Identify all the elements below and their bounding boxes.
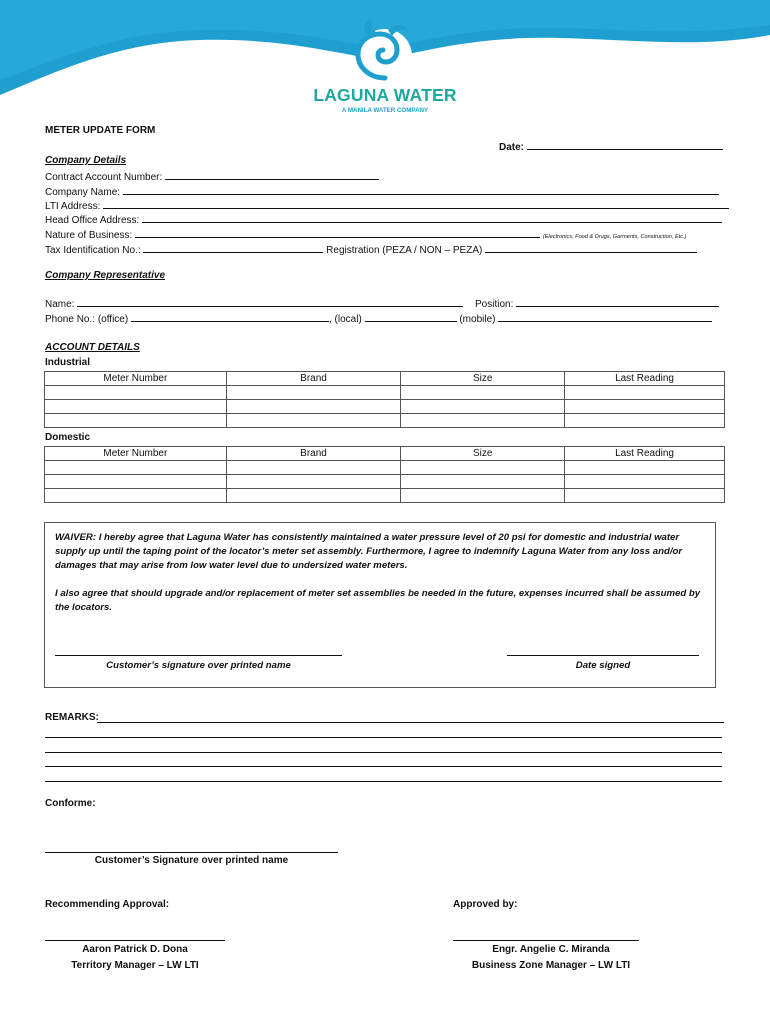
conforme-signature-line[interactable] xyxy=(45,852,338,853)
tin-field[interactable] xyxy=(45,243,697,256)
recommending-approval-label: Recommending Approval: xyxy=(45,899,170,910)
company-name-label: Company Name: xyxy=(45,187,121,198)
approved-name: Engr. Angelie C. Miranda xyxy=(492,944,610,955)
rep-position-field[interactable] xyxy=(475,297,719,310)
industrial-meter-table xyxy=(44,371,725,428)
approved-by-label: Approved by: xyxy=(453,899,518,910)
recommending-title: Territory Manager – LW LTI xyxy=(71,960,199,971)
industrial-label: Industrial xyxy=(45,357,91,368)
laguna-water-logo xyxy=(300,16,470,116)
table-row[interactable] xyxy=(45,400,725,414)
col-brand: Brand xyxy=(226,447,401,461)
domestic-meter-table xyxy=(44,446,725,503)
company-name-field[interactable] xyxy=(45,185,719,198)
remarks-line-4[interactable] xyxy=(45,766,722,767)
table-row[interactable] xyxy=(45,461,725,475)
rep-phone-label: Phone No.: (office) xyxy=(45,314,129,325)
nature-hint: (Electronics, Food & Drugs, Garments, Construction, Etc.) xyxy=(542,234,687,240)
rep-position-label: Position: xyxy=(475,299,514,310)
col-meter-number: Meter Number xyxy=(45,447,227,461)
col-last-reading: Last Reading xyxy=(565,372,725,386)
brand-tagline: A MANILA WATER COMPANY xyxy=(341,107,429,114)
approved-title: Business Zone Manager – LW LTI xyxy=(471,960,631,971)
table-row[interactable] xyxy=(45,475,725,489)
account-details-heading: ACCOUNT DETAILS xyxy=(45,342,140,353)
waiver-box xyxy=(44,522,716,688)
table-row[interactable] xyxy=(45,414,725,428)
rep-name-label: Name: xyxy=(45,299,75,310)
table-header-row xyxy=(45,447,725,461)
date-field[interactable] xyxy=(499,140,723,153)
company-rep-heading: Company Representative xyxy=(45,270,166,281)
head-office-label: Head Office Address: xyxy=(45,215,140,226)
conforme-label: Conforme: xyxy=(45,798,96,809)
col-size: Size xyxy=(401,447,565,461)
waiver-paragraph-2: I also agree that should upgrade and/or replacement of meter set assemblies be needed in the future, expenses incurred shall be assumed by the locators. xyxy=(55,588,701,613)
date-signed-line[interactable] xyxy=(507,655,699,656)
head-office-field[interactable] xyxy=(45,213,722,226)
rep-name-field[interactable] xyxy=(45,297,463,310)
domestic-label: Domestic xyxy=(45,432,91,443)
lti-address-field[interactable] xyxy=(45,199,729,212)
table-header-row xyxy=(45,372,725,386)
approved-signature-line[interactable] xyxy=(453,940,639,941)
company-details-heading: Company Details xyxy=(45,155,127,166)
recommending-name: Aaron Patrick D. Dona xyxy=(82,944,188,955)
remarks-line-5[interactable] xyxy=(45,781,722,782)
col-last-reading: Last Reading xyxy=(565,447,725,461)
recommending-signature-line[interactable] xyxy=(45,940,225,941)
remarks-label: REMARKS: xyxy=(45,712,99,723)
conforme-signature-label: Customer’s Signature over printed name xyxy=(94,855,289,866)
customer-signature-line[interactable] xyxy=(55,655,342,656)
waiver-paragraph-1: WAIVER: I hereby agree that Laguna Water has consistently maintained a water pressure level of 20 psi for domestic and industrial water supply up until the taping point of the locator’s meter set assembly. Furthermore, I agree to indemnify Laguna Water from any loss and/or damages that may arise from low water level due to undersized water meters. xyxy=(55,532,683,571)
table-row[interactable] xyxy=(45,489,725,503)
remarks-line-2[interactable] xyxy=(45,737,722,738)
lti-address-label: LTI Address: xyxy=(45,201,101,212)
col-meter-number: Meter Number xyxy=(45,372,227,386)
rep-local-label: , (local) xyxy=(328,314,362,325)
date-signed-label: Date signed xyxy=(575,660,631,671)
date-label: Date: xyxy=(499,142,525,153)
remarks-line-3[interactable] xyxy=(45,752,722,753)
col-size: Size xyxy=(401,372,565,386)
registration-label: Registration (PEZA / NON – PEZA) xyxy=(326,245,483,256)
tin-label: Tax Identification No.: xyxy=(45,245,141,256)
water-swirl-icon xyxy=(300,16,470,86)
customer-signature-label: Customer’s signature over printed name xyxy=(106,660,291,671)
rep-mobile-label: (mobile) xyxy=(459,314,496,325)
contract-account-field[interactable] xyxy=(45,170,379,183)
remarks-line-1[interactable] xyxy=(97,722,724,723)
rep-phone-field[interactable] xyxy=(45,312,712,325)
col-brand: Brand xyxy=(226,372,401,386)
form-title: METER UPDATE FORM xyxy=(45,125,156,136)
table-row[interactable] xyxy=(45,386,725,400)
contract-account-label: Contract Account Number: xyxy=(45,172,163,183)
nature-label: Nature of Business: xyxy=(45,230,133,241)
brand-name: LAGUNA WATER xyxy=(313,85,457,105)
nature-of-business-field[interactable] xyxy=(45,228,686,241)
